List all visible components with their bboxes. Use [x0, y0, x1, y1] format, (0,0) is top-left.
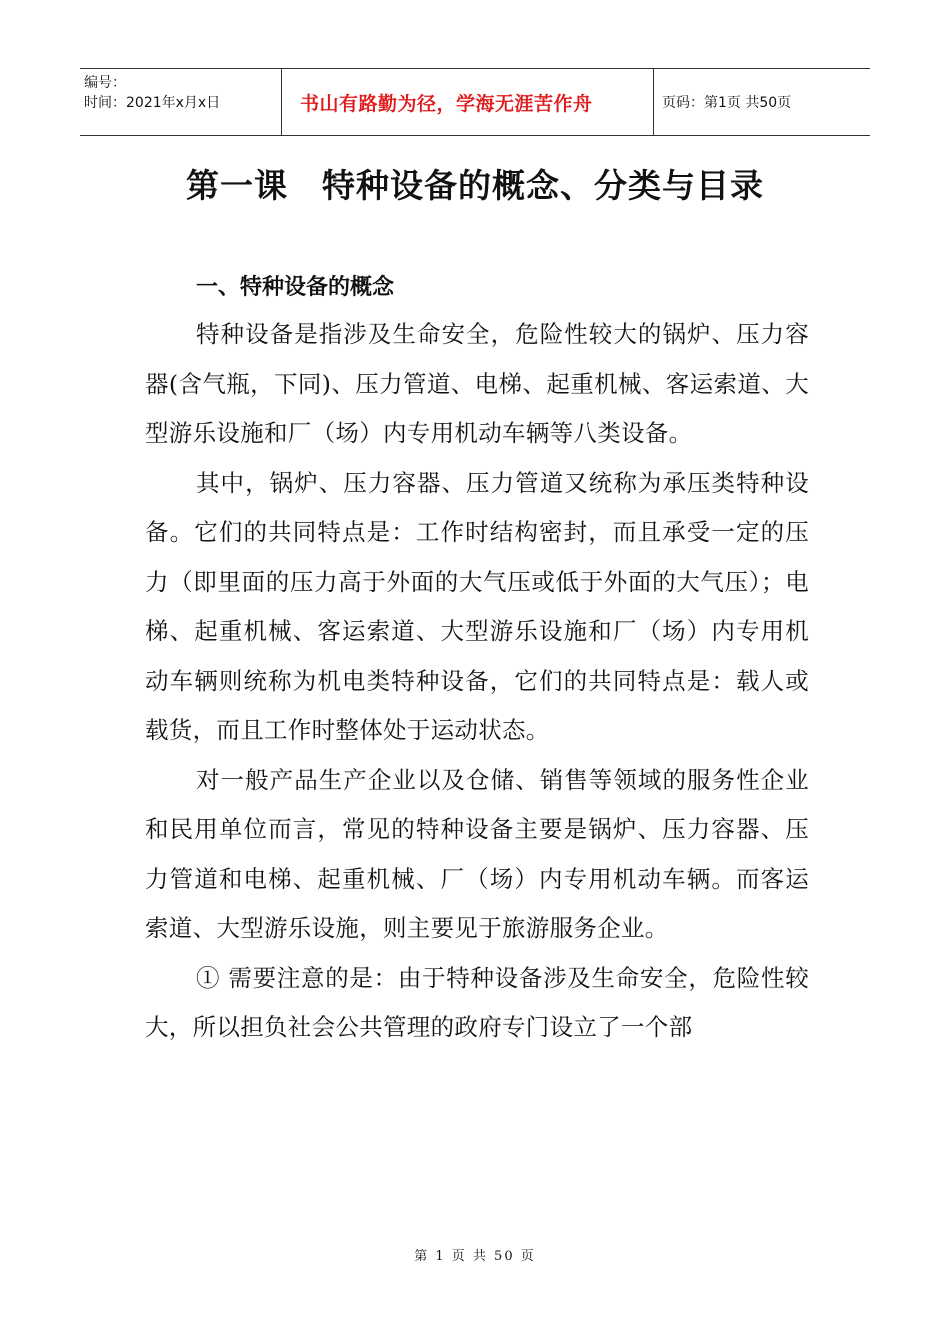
paragraph: ① 需要注意的是：由于特种设备涉及生命安全，危险性较大，所以担负社会公共管理的政府专门设立了一个部 [145, 963, 809, 1041]
paragraph: 其中，锅炉、压力容器、压力管道又统称为承压类特种设备。它们的共同特点是：工作时结构密封，而且承受一定的压力（即里面的压力高于外面的大气压或低于外面的大气压）；电梯、起重机械、客运索道、大型游乐设施和厂（场）内专用机动车辆则统称为机电类特种设备，它们的共同特点是：载人或载货，而且工作时整体处于运动状态。 [145, 468, 809, 744]
section-heading: 一、特种设备的概念 [196, 275, 395, 300]
header-motto: 书山有路勤为径，学海无涯苦作舟 [300, 92, 593, 115]
page-footer: 第 1 页 共 50 页 [414, 1249, 536, 1264]
document-time-label: 时间：2021年x月x日 [84, 95, 221, 111]
document-body [145, 310, 809, 1053]
header-page-cell [654, 69, 870, 135]
header-motto-cell [281, 69, 654, 135]
header-page-info: 页码：第1页 共50页 [662, 95, 792, 111]
paragraph: 特种设备是指涉及生命安全，危险性较大的锅炉、压力容器(含气瓶，下同)、压力管道、电梯、起重机械、客运索道、大型游乐设施和厂（场）内专用机动车辆等八类设备。 [145, 320, 809, 447]
page-title-lesson: 第一课 [186, 166, 288, 205]
page-title-topic: 特种设备的概念、分类与目录 [322, 166, 764, 205]
document-number-label: 编号： [84, 75, 126, 91]
header-table [80, 68, 870, 136]
paragraph: 对一般产品生产企业以及仓储、销售等领域的服务性企业和民用单位而言，常见的特种设备主要是锅炉、压力容器、压力管道和电梯、起重机械、厂（场）内专用机动车辆。而客运索道、大型游乐设施，则主要见于旅游服务企业。 [145, 765, 809, 942]
page-title [0, 160, 950, 207]
header-meta-cell [80, 69, 281, 135]
